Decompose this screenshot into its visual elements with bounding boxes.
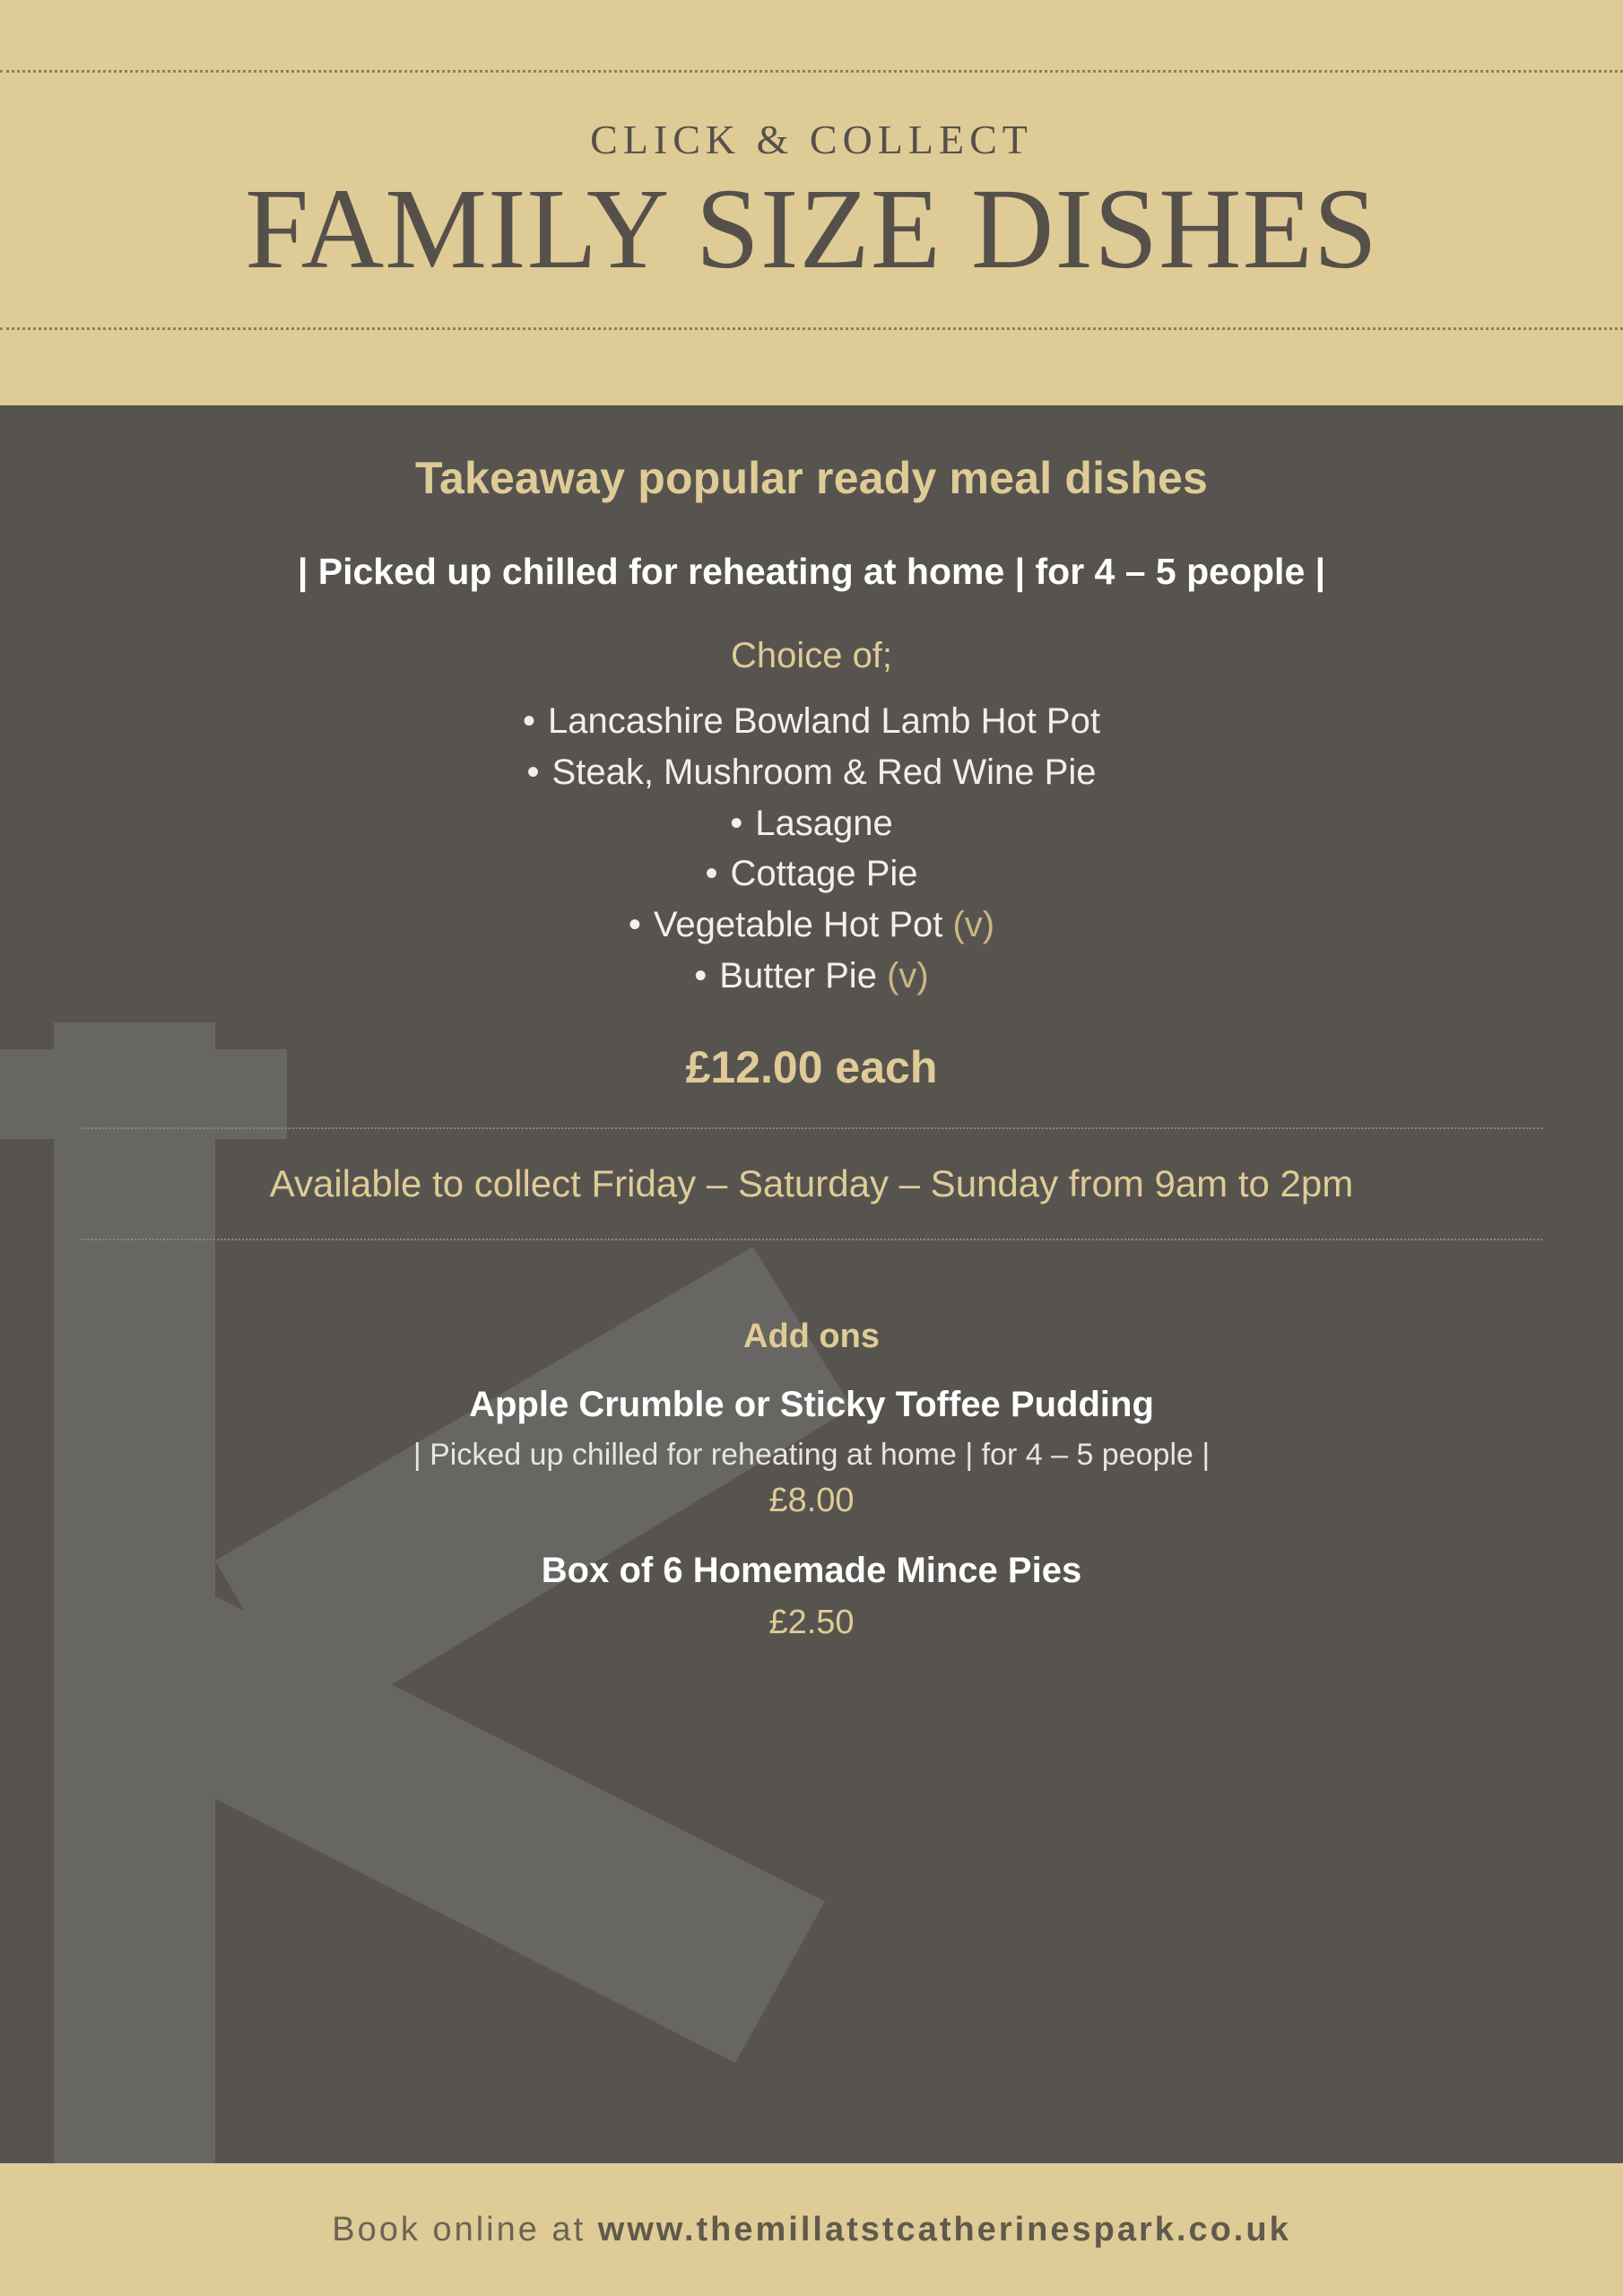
dish-name: Butter Pie <box>719 955 877 996</box>
bullet-icon: • <box>628 905 641 945</box>
page-title: FAMILY SIZE DISHES <box>245 165 1378 293</box>
bullet-icon: • <box>730 803 743 843</box>
bullet-icon: • <box>705 854 718 894</box>
header-band <box>0 0 1623 405</box>
choice-of-label: Choice of; <box>730 636 893 675</box>
divider-top <box>81 1127 1542 1129</box>
addon-one-note: | Picked up chilled for reheating at home | for 4 – 5 people | <box>412 1437 1211 1472</box>
footer-prefix: Book online at <box>332 2210 598 2248</box>
addon-two-name: Box of 6 Homemade Mince Pies <box>541 1550 1082 1590</box>
bullet-icon: • <box>523 701 536 741</box>
dish-list <box>81 696 1542 1002</box>
footer-booking-text <box>332 2211 1290 2249</box>
main-price: £12.00 each <box>685 1041 938 1092</box>
list-item <box>81 696 1542 747</box>
pickup-line: | Picked up chilled for reheating at home | for 4 – 5 people | <box>297 551 1326 592</box>
dish-name: Lasagne <box>755 803 893 843</box>
addon-one-name: Apple Crumble or Sticky Toffee Pudding <box>469 1384 1154 1424</box>
main-content <box>0 405 1623 1642</box>
dish-name: Steak, Mushroom & Red Wine Pie <box>551 752 1097 792</box>
addon-two-price: £2.50 <box>768 1603 855 1641</box>
dish-name: Cottage Pie <box>730 854 918 894</box>
bullet-icon: • <box>694 955 707 996</box>
availability-text: Available to collect Friday – Saturday – Sunday from 9am to 2pm <box>269 1161 1354 1205</box>
list-item <box>81 951 1542 1002</box>
bullet-icon: • <box>526 752 540 792</box>
list-item <box>81 900 1542 951</box>
dish-name: Vegetable Hot Pot <box>653 905 943 945</box>
addons-heading: Add ons <box>743 1317 880 1355</box>
list-item <box>81 848 1542 900</box>
header-eyebrow: CLICK & COLLECT <box>590 117 1033 163</box>
list-item <box>81 798 1542 849</box>
dish-veg-tag: (v) <box>887 955 929 996</box>
divider-bottom <box>81 1239 1542 1240</box>
header-dotted-rule-top <box>0 70 1623 73</box>
dish-name: Lancashire Bowland Lamb Hot Pot <box>548 701 1100 741</box>
dish-veg-tag: (v) <box>952 905 995 945</box>
booking-url[interactable]: www.themillatstcatherinespark.co.uk <box>597 2210 1291 2248</box>
intro-heading: Takeaway popular ready meal dishes <box>414 453 1209 503</box>
list-item <box>81 747 1542 798</box>
footer-band <box>0 2163 1623 2296</box>
header-dotted-rule-bottom <box>0 327 1623 330</box>
addon-one-price: £8.00 <box>768 1481 855 1519</box>
